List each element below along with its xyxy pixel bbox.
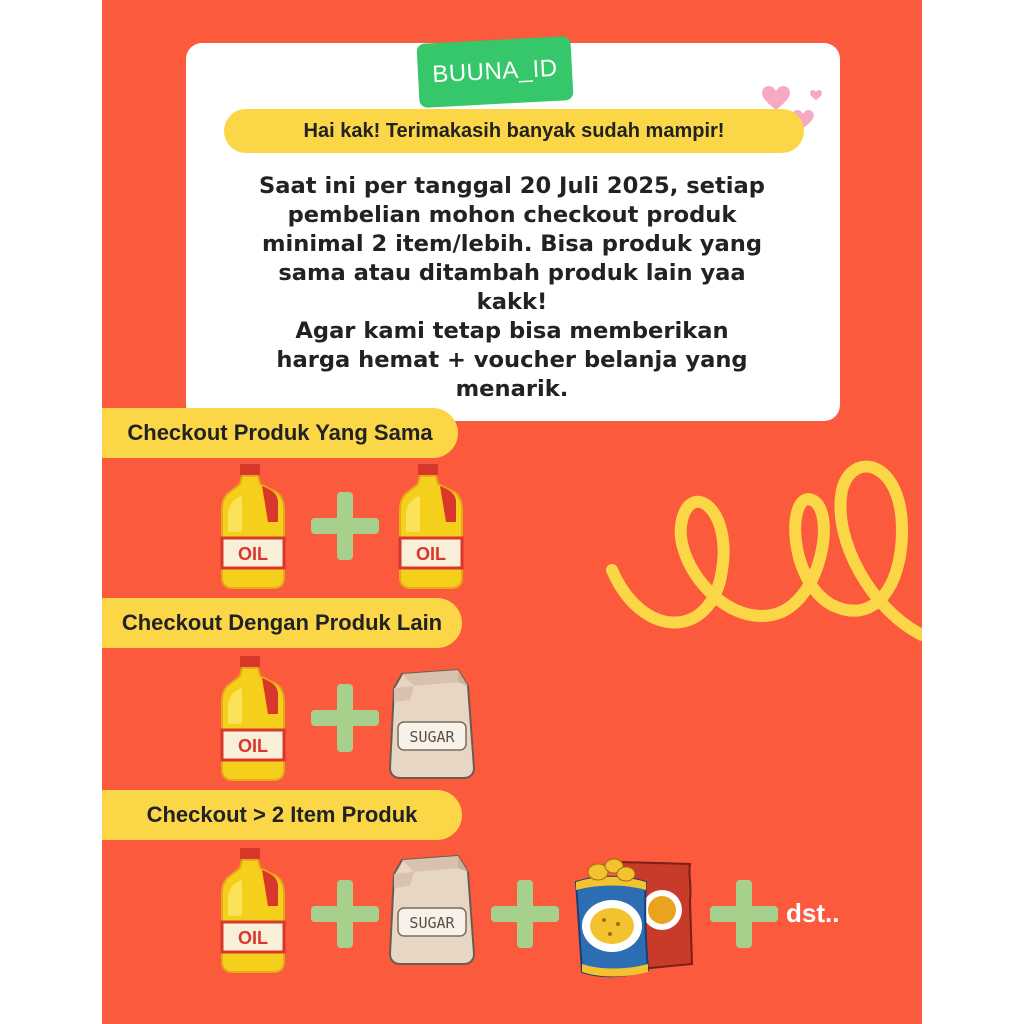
message-line: pembelian mohon checkout produk xyxy=(287,202,737,228)
message-line: minimal 2 item/lebih. Bisa produk yang xyxy=(261,231,763,257)
squiggle-decoration xyxy=(602,440,922,660)
plus-icon xyxy=(309,682,381,758)
section-label-multi-product: Checkout > 2 Item Produk xyxy=(102,790,462,840)
oil-bottle-icon xyxy=(220,846,286,978)
message-line: harga hemat + voucher belanja yang xyxy=(276,347,748,373)
plus-icon xyxy=(309,490,381,566)
svg-text:OIL: OIL xyxy=(238,544,268,564)
oil-bottle-icon xyxy=(398,462,464,594)
svg-text:SUGAR: SUGAR xyxy=(409,728,455,746)
svg-text:SUGAR: SUGAR xyxy=(409,914,455,932)
message-line: menarik. xyxy=(455,376,569,402)
plus-icon xyxy=(489,878,561,954)
greeting-banner: Hai kak! Terimakasih banyak sudah mampir! xyxy=(224,109,804,153)
brand-tag: BUUNA_ID xyxy=(416,36,573,108)
announcement-message xyxy=(214,172,810,404)
message-line: kakk! xyxy=(476,289,548,315)
message-line: Saat ini per tanggal 20 Juli 2025, setiap xyxy=(259,173,765,199)
message-line: Agar kami tetap bisa memberikan xyxy=(295,318,729,344)
message-line: sama atau ditambah produk lain yaa xyxy=(278,260,746,286)
svg-text:OIL: OIL xyxy=(416,544,446,564)
chips-bag-icon xyxy=(570,852,698,984)
sugar-bag-icon xyxy=(384,664,480,786)
oil-bottle-icon xyxy=(220,654,286,786)
section-label-same-product: Checkout Produk Yang Sama xyxy=(102,408,458,458)
section-label-other-product: Checkout Dengan Produk Lain xyxy=(102,598,462,648)
svg-text:OIL: OIL xyxy=(238,928,268,948)
plus-icon xyxy=(309,878,381,954)
oil-bottle-icon xyxy=(220,462,286,594)
svg-text:OIL: OIL xyxy=(238,736,268,756)
sugar-bag-icon xyxy=(384,850,480,972)
heart-icon xyxy=(810,90,822,101)
poster xyxy=(102,0,922,1024)
plus-icon xyxy=(708,878,780,954)
more-items-text: dst.. xyxy=(786,898,840,928)
